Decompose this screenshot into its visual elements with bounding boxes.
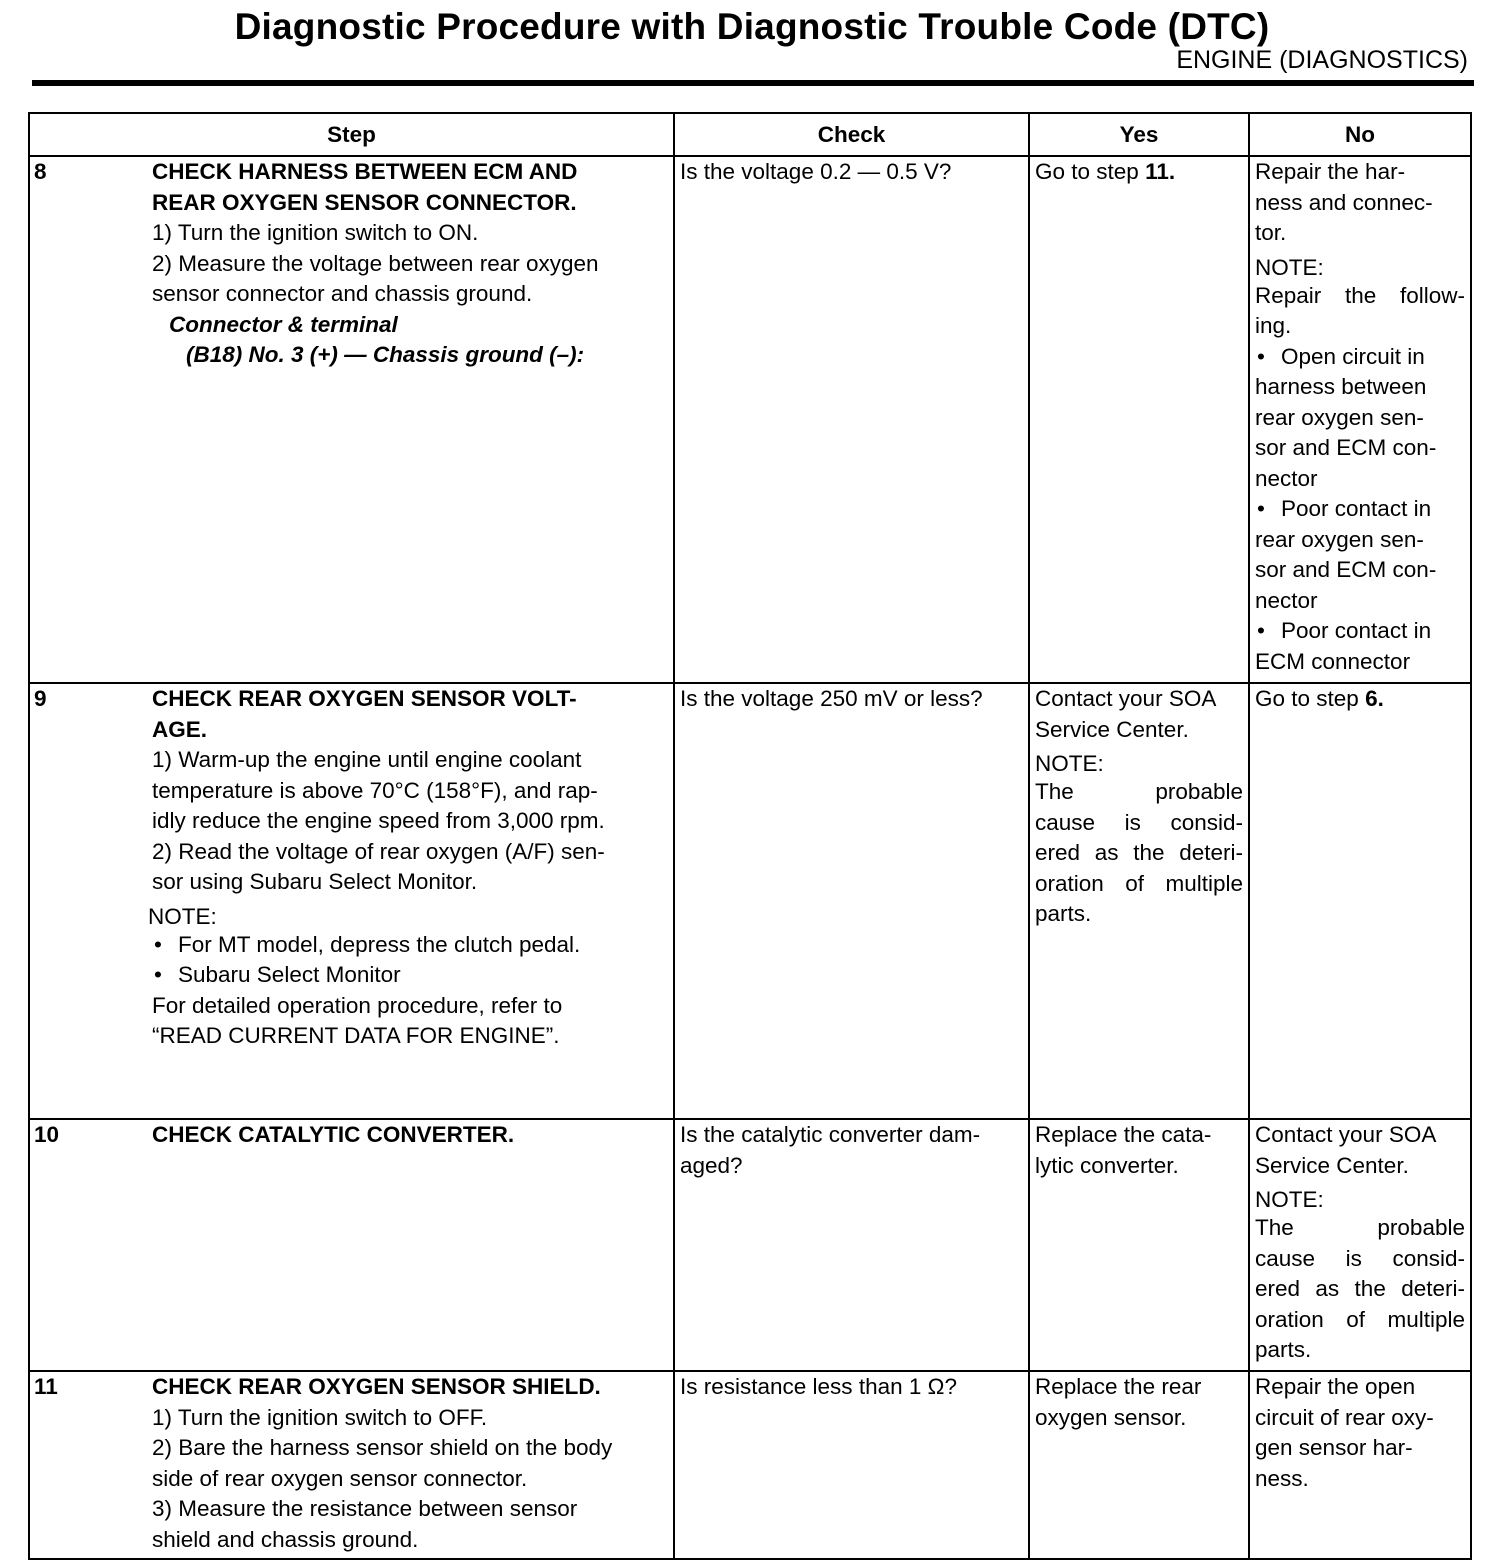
step-title: CHECK REAR OXYGEN SENSOR VOLT-: [152, 686, 577, 711]
check-line: aged?: [680, 1152, 743, 1178]
note-bullet-line: • Poor contact in: [1255, 494, 1465, 525]
no-line: Service Center.: [1255, 1152, 1409, 1178]
note-bullet-line: • Poor contact in: [1255, 616, 1465, 647]
step-cell: [29, 1119, 674, 1371]
check-text: Is the voltage 250 mV or less?: [680, 686, 983, 711]
no-line: Repair the har-: [1255, 159, 1406, 184]
table-row: [29, 1119, 1471, 1371]
note-label: NOTE:: [1255, 1187, 1324, 1212]
yes-line: lytic converter.: [1035, 1152, 1179, 1178]
page-title: Diagnostic Procedure with Diagnostic Trouble Code (DTC): [234, 6, 1270, 47]
yes-line: Replace the cata-: [1035, 1122, 1212, 1147]
step-cell: [29, 683, 674, 1119]
instruction-line: idly reduce the engine speed from 3,000 rpm.: [152, 808, 605, 833]
note-bullet-line: nector: [1255, 587, 1318, 613]
step-title: CHECK REAR OXYGEN SENSOR SHIELD.: [152, 1374, 601, 1399]
diagnostic-table: [28, 112, 1472, 1560]
section-subtitle: ENGINE (DIAGNOSTICS): [1176, 46, 1468, 74]
yes-line: Service Center.: [1035, 716, 1189, 742]
note-label: NOTE:: [1255, 254, 1324, 280]
instruction-line: 1) Turn the ignition switch to ON.: [152, 220, 479, 245]
yes-step-ref: 11.: [1145, 159, 1176, 184]
step-number: 11: [34, 1374, 58, 1399]
check-text: Is the voltage 0.2 — 0.5 V?: [680, 159, 952, 184]
no-line: Contact your SOA: [1255, 1122, 1437, 1147]
instruction-line: 2) Measure the voltage between rear oxygen: [152, 250, 599, 276]
step-title: CHECK CATALYTIC CONVERTER.: [152, 1122, 515, 1147]
note-bullet-line: • Open circuit in: [1255, 342, 1465, 373]
step-cell: [29, 1371, 674, 1559]
check-cell: [674, 1371, 1029, 1559]
note-line: The probable: [1255, 1215, 1465, 1240]
instruction-line: 2) Read the voltage of rear oxygen (A/F) sen-: [152, 838, 605, 864]
note-line: parts.: [1255, 1337, 1312, 1362]
note-bullet-line: rear oxygen sen-: [1255, 526, 1424, 552]
check-cell: [674, 683, 1029, 1119]
step-cell: [29, 156, 674, 683]
connector-label: Connector & terminal: [169, 311, 398, 337]
header-rule: [32, 80, 1474, 86]
note-bullet-line: nector: [1255, 465, 1318, 491]
no-cell: [1249, 1371, 1471, 1559]
yes-cell: [1029, 156, 1249, 683]
column-header-step: Step: [29, 113, 674, 156]
no-line: ness.: [1255, 1465, 1309, 1491]
note-line: ing.: [1255, 313, 1292, 338]
note-bullet-line: sor and ECM con-: [1255, 435, 1437, 460]
table-row: [29, 683, 1471, 1119]
note-bullet-line: harness between: [1255, 374, 1427, 399]
no-text: Go to step 6.: [1255, 686, 1384, 711]
step-title: AGE.: [152, 716, 208, 742]
yes-line: Replace the rear: [1035, 1374, 1202, 1399]
note-bullet-line: sor and ECM con-: [1255, 557, 1437, 582]
instruction-line: sor using Subaru Select Monitor.: [152, 869, 478, 894]
note-label: NOTE:: [1035, 751, 1104, 776]
check-line: Is the catalytic converter dam-: [680, 1122, 981, 1147]
step-title: CHECK HARNESS BETWEEN ECM AND: [152, 159, 578, 184]
note-bullet-line: ECM connector: [1255, 648, 1411, 674]
table-row: [29, 156, 1471, 683]
no-cell: [1249, 683, 1471, 1119]
note-line: For detailed operation procedure, refer to: [152, 992, 563, 1018]
note-line: parts.: [1035, 901, 1092, 926]
note-line: oration of multiple: [1035, 870, 1243, 896]
no-line: circuit of rear oxy-: [1255, 1404, 1434, 1430]
step-number: 9: [34, 686, 47, 711]
no-line: ness and connec-: [1255, 189, 1433, 215]
column-header-yes: Yes: [1029, 113, 1249, 156]
note-label: NOTE:: [148, 903, 217, 929]
step-title: REAR OXYGEN SENSOR CONNECTOR.: [152, 189, 577, 215]
note-line: ered as the deteri-: [1255, 1276, 1465, 1301]
yes-cell: [1029, 683, 1249, 1119]
no-cell: [1249, 1119, 1471, 1371]
check-cell: [674, 156, 1029, 683]
no-line: tor.: [1255, 220, 1287, 245]
instruction-line: 1) Warm-up the engine until engine coolant: [152, 747, 582, 772]
note-bullet: • Subaru Select Monitor: [152, 960, 667, 991]
yes-cell: [1029, 1119, 1249, 1371]
connector-detail: (B18) No. 3 (+) — Chassis ground (–):: [186, 342, 585, 367]
yes-line: oxygen sensor.: [1035, 1404, 1187, 1430]
instruction-line: sensor connector and chassis ground.: [152, 281, 533, 306]
instruction-line: 1) Turn the ignition switch to OFF.: [152, 1404, 488, 1430]
instruction-line: 3) Measure the resistance between sensor: [152, 1496, 578, 1521]
note-bullet: • For MT model, depress the clutch pedal.: [152, 930, 667, 961]
table-row: [29, 1371, 1471, 1559]
instruction-line: 2) Bare the harness sensor shield on the body: [152, 1435, 613, 1460]
column-header-check: Check: [674, 113, 1029, 156]
note-line: cause is consid-: [1255, 1245, 1465, 1271]
note-line: cause is consid-: [1035, 809, 1243, 835]
column-header-no: No: [1249, 113, 1471, 156]
note-line: Repair the follow-: [1255, 282, 1465, 308]
yes-line: Contact your SOA: [1035, 686, 1217, 711]
step-number: 8: [34, 159, 47, 184]
yes-cell: [1029, 1371, 1249, 1559]
instruction-line: side of rear oxygen sensor connector.: [152, 1465, 528, 1491]
yes-text: Go to step 11.: [1035, 159, 1176, 184]
no-line: Repair the open: [1255, 1374, 1416, 1399]
instruction-line: temperature is above 70°C (158°F), and rap-: [152, 777, 598, 803]
table-header-row: [29, 113, 1471, 156]
note-line: ered as the deteri-: [1035, 840, 1243, 865]
check-text: Is resistance less than 1 Ω?: [680, 1374, 957, 1399]
no-line: gen sensor har-: [1255, 1435, 1413, 1460]
check-cell: [674, 1119, 1029, 1371]
no-cell: [1249, 156, 1471, 683]
no-step-ref: 6.: [1365, 686, 1384, 711]
step-number: 10: [34, 1122, 60, 1147]
note-bullet-line: rear oxygen sen-: [1255, 404, 1424, 430]
note-line: “READ CURRENT DATA FOR ENGINE”.: [152, 1023, 560, 1048]
note-line: oration of multiple: [1255, 1306, 1465, 1332]
note-line: The probable: [1035, 779, 1243, 804]
instruction-line: shield and chassis ground.: [152, 1526, 419, 1552]
